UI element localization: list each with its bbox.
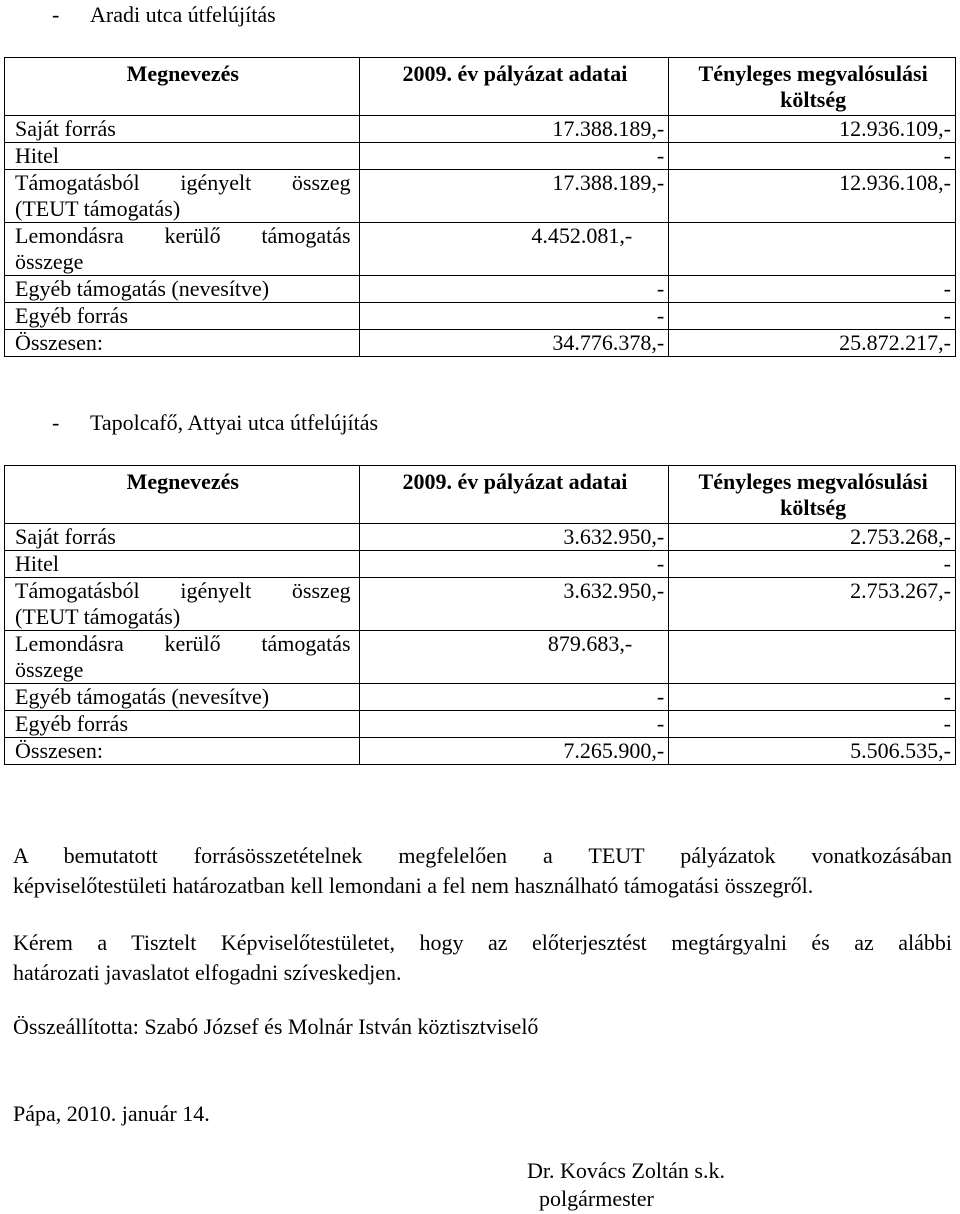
table-header-row bbox=[5, 466, 956, 524]
table-row-total bbox=[5, 738, 956, 765]
table-row bbox=[5, 143, 956, 170]
header-tenyleges: Tényleges megvalósulási költség bbox=[669, 58, 956, 116]
table-row bbox=[5, 631, 956, 684]
row-value-planned: - bbox=[359, 711, 669, 738]
row-label: Összesen: bbox=[5, 330, 360, 357]
row-value-actual: 2.753.268,- bbox=[669, 524, 956, 551]
table-row bbox=[5, 711, 956, 738]
row-label bbox=[5, 223, 360, 276]
table-row bbox=[5, 170, 956, 223]
row-label-continuation: összege bbox=[15, 657, 84, 682]
row-label-line: Támogatásból igényelt összeg bbox=[15, 170, 351, 195]
paragraph-line: Kérem a Tisztelt Képviselőtestületet, hogy az előterjesztést megtárgyalni és az alábbi bbox=[13, 930, 952, 955]
budget-table-tapolcafo bbox=[4, 465, 956, 765]
table-row bbox=[5, 578, 956, 631]
row-label: Egyéb forrás bbox=[5, 711, 360, 738]
row-value-planned: - bbox=[359, 143, 669, 170]
row-label: Saját forrás bbox=[5, 116, 360, 143]
row-value-planned: 3.632.950,- bbox=[359, 524, 669, 551]
row-label: Saját forrás bbox=[5, 524, 360, 551]
row-label-line: Lemondásra kerülő támogatás bbox=[15, 223, 351, 248]
row-value-actual: 25.872.217,- bbox=[669, 330, 956, 357]
row-label: Összesen: bbox=[5, 738, 360, 765]
table-row bbox=[5, 276, 956, 303]
signatory-name: Dr. Kovács Zoltán s.k. bbox=[527, 1158, 725, 1183]
heading-dash: - bbox=[52, 410, 60, 435]
table-row bbox=[5, 116, 956, 143]
signatory-title: polgármester bbox=[539, 1186, 654, 1211]
row-value-actual: - bbox=[669, 143, 956, 170]
heading-dash: - bbox=[52, 2, 60, 27]
row-label-continuation: (TEUT támogatás) bbox=[15, 604, 181, 629]
row-label bbox=[5, 170, 360, 223]
header-megnevezes: Megnevezés bbox=[5, 58, 360, 116]
row-value-planned: 17.388.189,- bbox=[359, 116, 669, 143]
row-value-actual: 12.936.109,- bbox=[669, 116, 956, 143]
table-row-total bbox=[5, 330, 956, 357]
compiled-by: Összeállította: Szabó József és Molnár István köztisztviselő bbox=[13, 1014, 539, 1039]
table-row bbox=[5, 223, 956, 276]
row-label-continuation: összege bbox=[15, 249, 84, 274]
row-label: Hitel bbox=[5, 551, 360, 578]
row-label: Hitel bbox=[5, 143, 360, 170]
table-row bbox=[5, 684, 956, 711]
row-value-planned: 3.632.950,- bbox=[359, 578, 669, 631]
row-label-line: Támogatásból igényelt összeg bbox=[15, 578, 351, 603]
row-value-actual: 2.753.267,- bbox=[669, 578, 956, 631]
row-value-planned: 7.265.900,- bbox=[359, 738, 669, 765]
row-label bbox=[5, 631, 360, 684]
row-value-actual: - bbox=[669, 303, 956, 330]
row-value-actual: - bbox=[669, 684, 956, 711]
row-label: Egyéb támogatás (nevesítve) bbox=[5, 684, 360, 711]
paragraph-request bbox=[13, 928, 952, 988]
row-value-actual: - bbox=[669, 551, 956, 578]
row-label-continuation: (TEUT támogatás) bbox=[15, 196, 181, 221]
header-palyazat: 2009. év pályázat adatai bbox=[359, 466, 669, 524]
section-heading-tapolcafo bbox=[52, 410, 378, 436]
row-value-planned: 34.776.378,- bbox=[359, 330, 669, 357]
row-value-planned: - bbox=[359, 684, 669, 711]
row-value-planned: 17.388.189,- bbox=[359, 170, 669, 223]
place-date: Pápa, 2010. január 14. bbox=[13, 1101, 210, 1126]
row-value-planned: - bbox=[359, 303, 669, 330]
paragraph-line: határozati javaslatot elfogadni szíveskedjen. bbox=[13, 960, 402, 985]
row-label: Egyéb forrás bbox=[5, 303, 360, 330]
paragraph-line: képviselőtestületi határozatban kell lemondani a fel nem használható támogatási összegről. bbox=[13, 873, 814, 898]
header-megnevezes: Megnevezés bbox=[5, 466, 360, 524]
budget-table-aradi bbox=[4, 57, 956, 357]
row-value-actual: 12.936.108,- bbox=[669, 170, 956, 223]
row-value-planned: - bbox=[359, 276, 669, 303]
row-value-planned: 4.452.081,- bbox=[359, 223, 669, 276]
table-header-row bbox=[5, 58, 956, 116]
table-row bbox=[5, 551, 956, 578]
row-label: Egyéb támogatás (nevesítve) bbox=[5, 276, 360, 303]
row-label bbox=[5, 578, 360, 631]
row-value-actual: - bbox=[669, 276, 956, 303]
row-value-planned: 879.683,- bbox=[359, 631, 669, 684]
row-value-planned: - bbox=[359, 551, 669, 578]
paragraph-line: A bemutatott forrásösszetételnek megfelelően a TEUT pályázatok vonatkozásában bbox=[13, 843, 952, 868]
row-value-actual: 5.506.535,- bbox=[669, 738, 956, 765]
row-value-actual: - bbox=[669, 711, 956, 738]
header-tenyleges: Tényleges megvalósulási költség bbox=[669, 466, 956, 524]
heading-text: Tapolcafő, Attyai utca útfelújítás bbox=[90, 410, 379, 435]
header-palyazat: 2009. év pályázat adatai bbox=[359, 58, 669, 116]
row-label-line: Lemondásra kerülő támogatás bbox=[15, 631, 351, 656]
row-value-actual bbox=[669, 631, 956, 684]
paragraph-teut-waiver bbox=[13, 841, 952, 901]
heading-text: Aradi utca útfelújítás bbox=[90, 2, 276, 27]
section-heading-aradi bbox=[52, 2, 276, 28]
table-row bbox=[5, 524, 956, 551]
row-value-actual bbox=[669, 223, 956, 276]
table-row bbox=[5, 303, 956, 330]
